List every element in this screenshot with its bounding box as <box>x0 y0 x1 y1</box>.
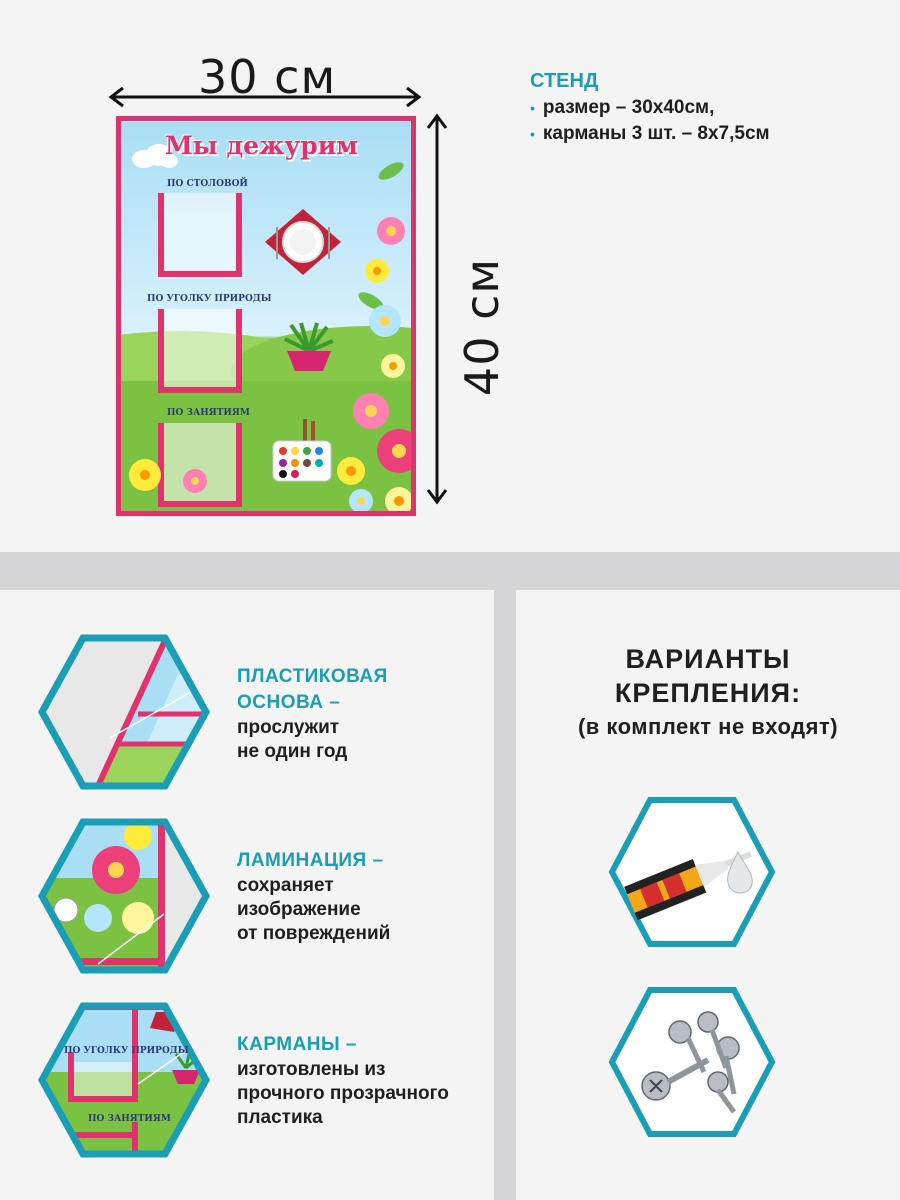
feature-plastic-title-line2: ОСНОВА – <box>237 692 341 713</box>
width-dimension-label: 30 см <box>198 50 337 104</box>
feature-pockets <box>237 1032 449 1130</box>
spec-list <box>530 97 770 145</box>
spec-block <box>530 70 770 149</box>
stand-preview <box>116 116 416 516</box>
mounting-panel <box>516 590 900 1200</box>
width-arrow-icon <box>105 86 425 108</box>
feature-pockets-desc-line2: прочного прозрачного <box>237 1083 449 1104</box>
feature-plastic-desc-line2: не один год <box>237 741 348 762</box>
feature-pockets-title: КАРМАНЫ – <box>237 1034 357 1055</box>
features-panel <box>0 590 494 1200</box>
height-arrow-icon <box>426 110 448 508</box>
flowers-bottom-left <box>125 451 215 511</box>
height-dimension-label: 40 см <box>455 257 509 397</box>
pockets-closeup-icon <box>38 1002 210 1158</box>
feature-pockets-desc-line3: пластика <box>237 1107 323 1128</box>
feature-lamination-title: ЛАМИНАЦИЯ – <box>237 850 384 871</box>
spec-item-pockets: • карманы 3 шт. – 8х7,5см <box>530 123 770 145</box>
flowers-decoration <box>321 151 416 516</box>
feature-plastic-title-line1: ПЛАСТИКОВАЯ <box>237 666 388 687</box>
feature-plastic-base <box>237 664 388 764</box>
closeup-label-nature: ПО УГОЛКУ ПРИРОДЫ <box>64 1046 189 1056</box>
feature-lamination-desc-line2: изображение <box>237 899 361 920</box>
closeup-label-lessons: ПО ЗАНЯТИЯМ <box>88 1114 171 1124</box>
pocket-label-dining: ПО СТОЛОВОЙ <box>167 179 248 189</box>
top-section <box>0 0 900 552</box>
feature-lamination-desc-line3: от повреждений <box>237 923 391 944</box>
feature-lamination <box>237 848 390 946</box>
mounting-note: (в комплект не входят) <box>577 714 839 739</box>
pocket-label-nature: ПО УГОЛКУ ПРИРОДЫ <box>147 294 272 304</box>
screws-icon <box>608 986 776 1138</box>
pocket-dining <box>158 193 242 277</box>
lamination-closeup-icon <box>38 818 210 974</box>
plastic-base-closeup-icon <box>38 634 210 790</box>
mounting-title-line1: ВАРИАНТЫ <box>625 644 791 674</box>
feature-pockets-desc-line1: изготовлены из <box>237 1059 386 1080</box>
feature-plastic-desc-line1: прослужит <box>237 717 340 738</box>
spec-heading: СТЕНД <box>530 70 599 92</box>
vertical-divider <box>494 590 516 1200</box>
stand-title: Мы дежурим <box>165 131 358 160</box>
mounting-heading <box>516 642 900 744</box>
spec-item-size: • размер – 30х40см, <box>530 97 770 119</box>
pocket-label-lessons: ПО ЗАНЯТИЯМ <box>167 408 250 418</box>
feature-lamination-desc-line1: сохраняет <box>237 875 334 896</box>
section-divider <box>0 552 900 590</box>
pocket-nature <box>158 309 242 393</box>
mounting-title-line2: КРЕПЛЕНИЯ: <box>614 678 802 708</box>
glue-tube-icon <box>608 796 776 948</box>
